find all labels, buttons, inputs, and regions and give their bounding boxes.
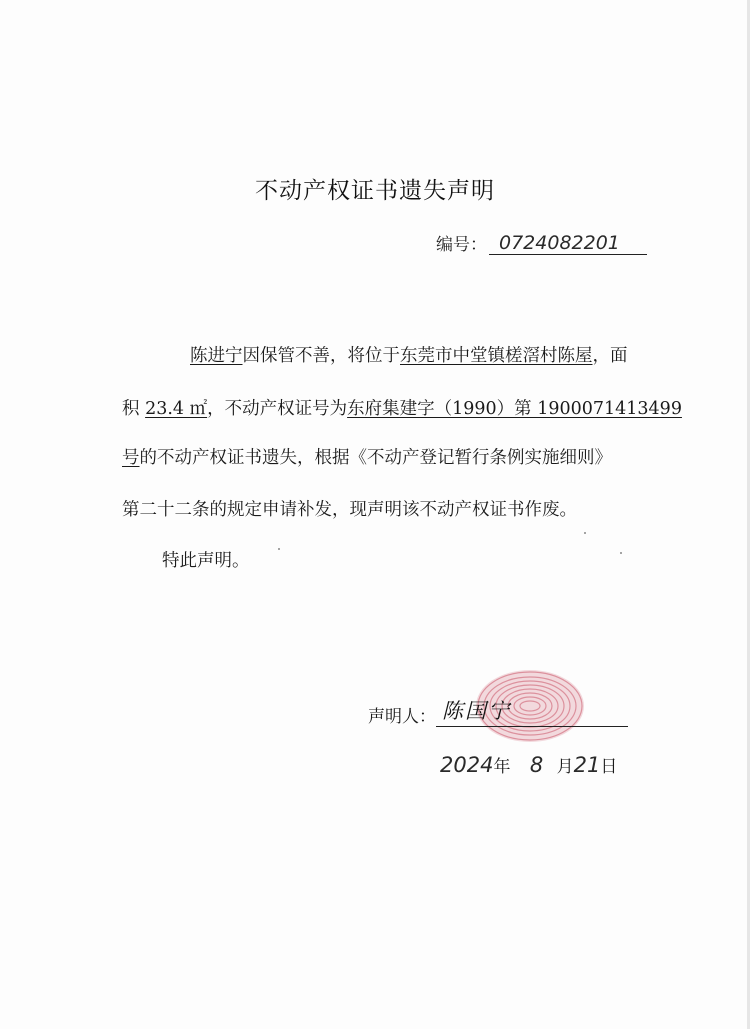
body-line-4: 第二十二条的规定申请补发，现声明该不动产权证书作废。 (122, 500, 577, 520)
property-location: 东莞市中堂镇槎滘村陈屋 (400, 346, 593, 366)
number-label: 编号： (436, 235, 487, 255)
date-year-unit: 年 (493, 757, 511, 777)
body-line-2 (122, 395, 682, 420)
certificate-id: 东府集建字（1990）第 1900071413499 (347, 399, 682, 419)
signature-blank (436, 700, 628, 727)
date-month: 8 (529, 753, 544, 777)
certificate-number-row (436, 230, 647, 255)
date-year: 2024 (440, 753, 494, 777)
declarant-label: 声明人： (368, 707, 436, 727)
certificate-id-suffix: 号 (122, 448, 140, 468)
body-line-1-text-b: ，面 (592, 346, 628, 366)
date-day-unit: 日 (600, 757, 618, 777)
date-day: 21 (573, 753, 601, 777)
date-row (440, 752, 617, 777)
scan-speck (584, 532, 586, 534)
body-line-1 (190, 342, 750, 367)
body-line-3 (122, 444, 682, 469)
owner-name: 陈进宁 (190, 346, 243, 366)
number-blank (489, 230, 647, 255)
scan-speck (278, 548, 280, 550)
number-value: 0724082201 (499, 232, 620, 254)
body-line-2-text-b: ，不动产权证号为 (207, 399, 348, 419)
scan-speck (620, 552, 622, 554)
page-title: 不动产权证书遗失声明 (255, 178, 495, 204)
signature: 陈国宁 (442, 699, 511, 723)
property-area: 23.4 ㎡ (145, 399, 208, 419)
date-month-unit: 月 (556, 757, 574, 777)
body-line-1-text-a: 因保管不善，将位于 (242, 346, 400, 366)
declarant-row (368, 700, 628, 727)
closing-statement: 特此声明。 (162, 551, 250, 571)
body-line-2-text-a: 积 (122, 399, 146, 419)
body-line-3-text: 的不动产权证书遗失，根据《不动产登记暂行条例实施细则》 (139, 448, 612, 468)
